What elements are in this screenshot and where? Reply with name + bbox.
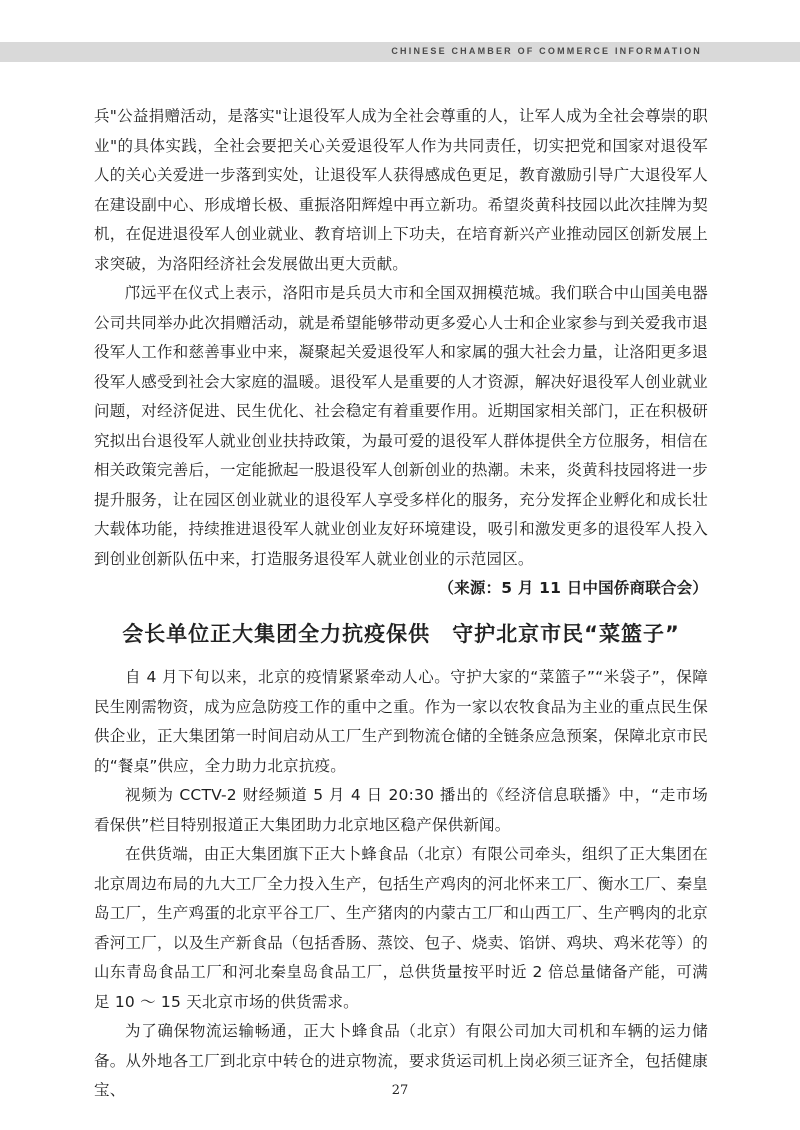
page-number: 27 [391,1083,409,1098]
article2-paragraph-2: 视频为 CCTV-2 财经频道 5 月 4 日 20:30 播出的《经济信息联播》中，“走市场 看保供”栏目特别报道正大集团助力北京地区稳产保供新闻。 [94,786,708,834]
publication-header: CHINESE CHAMBER OF COMMERCE INFORMATION [391,46,702,56]
article2-title: 会长单位正大集团全力抗疫保供 守护北京市民“菜篮子” [122,622,680,646]
article1-paragraph-2-text: 邝远平在仪式上表示，洛阳市是兵员大市和全国双拥模范城。我们联合中山国美电器公司共同举办此次捐赠活动，就是希望能够带动更多爱心人士和企业家参与到关爱我市退役军人工作和慈善事业中来，凝聚起关爱退役军人和家属的强大社会力量，让洛阳更多退役军人感受到社会大家庭的温暖。退役军人是重要的人才资源，解决好退役军人创业就业问题，对经济促进、民生优化、社会稳定有着重要作用。近期国家相关部门，正在积极研究拟出台退役军人就业创业扶持政策，为最可爱的退役军人群体提供全方位服务，相信在相关政策完善后，一定能掀起一股退役军人创新创业的热潮。未来，炎黄科技园将进一步提升服务，让在园区创业就业的退役军人享受多样化的服务，充分发挥企业孵化和成长壮大载体功能，持续推进退役军人就业创业友好环境建设，吸引和激发更多的退役军人投入到创业创新队伍中来，打造服务退役军人就业创业的示范园区。 [94,284,708,568]
article1-paragraph-1: 兵"公益捐赠活动，是落实"让退役军人成为全社会尊重的人，让军人成为全社会尊崇的职业"的具体实践，全社会要把关心关爱退役军人作为共同责任，切实把党和国家对退役军人的关心关爱进一步落到实处，让退役军人获得感成色更足，教育激励引导广大退役军人在建设副中心、形成增长极、重振洛阳辉煌中再立新功。希望炎黄科技园以此次挂牌为契机，在促进退役军人创业就业、教育培训上下功夫，在培育新兴产业推动园区创新发展上求突破，为洛阳经济社会发展做出更大贡献。 [94,107,708,273]
article2-paragraph-3: 在供货端，由正大集团旗下正大卜蜂食品（北京）有限公司牵头，组织了正大集团在北京周边布局的九大工厂全力投入生产，包括生产鸡肉的河北怀来工厂、衡水工厂、秦皇岛工厂，生产鸡蛋的北京平谷工厂、生产猪肉的内蒙古工厂和山西工厂、生产鸭肉的北京香河工厂，以及生产新食品（包括香肠、蒸饺、包子、烧卖、馅饼、鸡块、鸡米花等）的山东青岛食品工厂和河北秦皇岛食品工厂，总供货量按平时近 2 倍总量储备产能，可满足 10 ～ 15 天北京市场的供货需求。 [94,845,708,1011]
page-content [94,102,708,1106]
article2-paragraph-4: 为了确保物流运输畅通，正大卜蜂食品（北京）有限公司加大司机和车辆的运力储备。从外地各工厂到北京中转仓的进京物流，要求货运司机上岗必须三证齐全，包括健康宝、 [94,1022,708,1099]
article1-paragraph-2 [94,279,708,597]
article2-paragraph-1: 自 4 月下旬以来，北京的疫情紧紧牵动人心。守护大家的“菜篮子”“米袋子”，保障民生刚需物资，成为应急防疫工作的重中之重。作为一家以农牧食品为主业的重点民生保供企业，正大集团第一时间启动从工厂生产到物流仓储的全链条应急预案，保障北京市民的“餐桌”供应，全力助力北京抗疫。 [94,668,708,775]
article1-source: （来源：5 月 11 日中国侨商联合会） [438,579,708,597]
header-band [0,42,800,62]
